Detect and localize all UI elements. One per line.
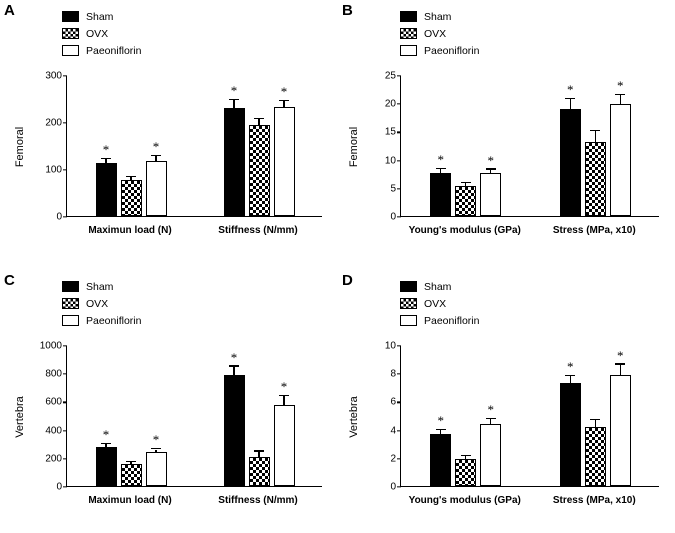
y-tick-mark bbox=[63, 216, 67, 217]
error-bar bbox=[465, 183, 466, 185]
y-tick-label: 10 bbox=[384, 340, 396, 352]
error-bar-cap bbox=[615, 363, 625, 364]
y-tick-mark bbox=[397, 160, 401, 161]
legend-item-sham bbox=[62, 8, 141, 25]
bars-a bbox=[67, 76, 322, 216]
bar bbox=[224, 375, 245, 486]
y-tick-mark bbox=[63, 458, 67, 459]
y-tick-mark bbox=[397, 430, 401, 431]
x-axis-group-label: Stiffness (N/mm) bbox=[218, 225, 298, 236]
error-bar bbox=[283, 396, 284, 405]
legend-label-paeoniflorin: Paeoniflorin bbox=[424, 314, 480, 327]
legend-item-paeoniflorin bbox=[62, 312, 141, 329]
error-bar bbox=[105, 444, 106, 447]
legend-label-ovx: OVX bbox=[86, 27, 109, 40]
bar bbox=[430, 434, 451, 486]
significance-marker: * bbox=[152, 432, 160, 448]
y-tick-label: 8 bbox=[390, 368, 396, 380]
y-tick-label: 1000 bbox=[39, 340, 62, 352]
y-tick-mark bbox=[63, 169, 67, 170]
error-bar bbox=[595, 420, 596, 426]
legend-item-paeoniflorin bbox=[400, 312, 479, 329]
error-bar-cap bbox=[126, 176, 136, 177]
legend-label-sham: Sham bbox=[86, 280, 114, 293]
y-tick-label: 0 bbox=[390, 211, 396, 223]
significance-marker: * bbox=[437, 152, 444, 168]
significance-marker: * bbox=[487, 152, 494, 168]
y-tick-mark bbox=[397, 486, 401, 487]
panel-letter-b: B bbox=[342, 2, 353, 19]
bar bbox=[146, 161, 167, 216]
error-bar bbox=[570, 99, 571, 109]
y-tick-mark bbox=[63, 122, 67, 123]
bar bbox=[249, 125, 270, 216]
legend-a bbox=[62, 8, 141, 59]
plot-area-c bbox=[39, 340, 322, 493]
legend-d bbox=[400, 278, 479, 329]
plot-area-b bbox=[384, 70, 659, 223]
bar bbox=[560, 383, 581, 486]
significance-marker: * bbox=[230, 82, 238, 98]
legend-b bbox=[400, 8, 479, 59]
legend-label-ovx: OVX bbox=[424, 297, 447, 310]
error-bar-cap bbox=[254, 118, 264, 119]
error-bar-cap bbox=[461, 182, 471, 183]
y-tick-mark bbox=[397, 75, 401, 76]
bar bbox=[610, 375, 631, 486]
y-tick-label: 600 bbox=[45, 396, 62, 408]
error-bar bbox=[490, 419, 491, 424]
y-axis-label-b: Femoral bbox=[348, 126, 360, 167]
error-bar-cap bbox=[436, 168, 446, 169]
legend-item-paeoniflorin bbox=[62, 42, 141, 59]
error-bar bbox=[570, 376, 571, 383]
y-tick-mark bbox=[63, 75, 67, 76]
error-bar-cap bbox=[615, 94, 625, 95]
bar bbox=[585, 427, 606, 486]
bar bbox=[146, 452, 167, 486]
legend-label-ovx: OVX bbox=[86, 297, 109, 310]
error-bar-cap bbox=[279, 395, 289, 396]
error-bar bbox=[105, 159, 106, 163]
error-bar-cap bbox=[229, 365, 239, 366]
y-tick-label: 200 bbox=[45, 117, 62, 129]
error-bar-cap bbox=[486, 168, 496, 169]
bar bbox=[96, 163, 117, 216]
bar bbox=[585, 142, 606, 216]
y-tick-label: 300 bbox=[45, 70, 62, 82]
error-bar bbox=[490, 170, 491, 173]
legend-item-sham bbox=[400, 278, 479, 295]
error-bar-cap bbox=[151, 155, 161, 156]
panel-d bbox=[338, 270, 675, 533]
y-tick-label: 200 bbox=[45, 453, 62, 465]
y-axis-label-c: Vertebra bbox=[14, 395, 26, 438]
legend-item-ovx bbox=[400, 295, 479, 312]
error-bar bbox=[440, 430, 441, 434]
plot-area-a bbox=[45, 70, 322, 223]
significance-marker: * bbox=[437, 413, 444, 429]
error-bar-cap bbox=[590, 419, 600, 420]
legend-item-ovx bbox=[62, 295, 141, 312]
error-bar-cap bbox=[229, 99, 239, 100]
error-bar bbox=[595, 131, 596, 141]
bar bbox=[430, 173, 451, 216]
error-bar-cap bbox=[486, 418, 496, 419]
y-tick-label: 100 bbox=[45, 164, 62, 176]
bar bbox=[560, 109, 581, 216]
panel-letter-c: C bbox=[4, 272, 15, 289]
bar bbox=[224, 108, 245, 216]
error-bar-cap bbox=[279, 100, 289, 101]
y-tick-label: 5 bbox=[390, 183, 396, 195]
x-axis-group-label: Young's modulus (GPa) bbox=[408, 225, 521, 236]
error-bar-cap bbox=[590, 130, 600, 131]
legend-swatch-paeoniflorin-icon bbox=[62, 45, 79, 56]
y-tick-mark bbox=[397, 374, 401, 375]
panel-c bbox=[0, 270, 337, 533]
error-bar bbox=[130, 462, 131, 464]
legend-label-paeoniflorin: Paeoniflorin bbox=[86, 314, 142, 327]
error-bar bbox=[440, 169, 441, 173]
panel-a bbox=[0, 0, 337, 263]
y-tick-mark bbox=[63, 430, 67, 431]
bars-b bbox=[401, 76, 659, 216]
y-tick-mark bbox=[397, 345, 401, 346]
y-tick-mark bbox=[397, 402, 401, 403]
legend-item-paeoniflorin bbox=[400, 42, 479, 59]
x-axis-group-label: Maximun load (N) bbox=[88, 225, 172, 236]
bar bbox=[274, 107, 295, 216]
bar bbox=[274, 405, 295, 486]
plot-area-d bbox=[384, 340, 659, 493]
bars-d bbox=[401, 346, 659, 486]
bar bbox=[455, 459, 476, 486]
legend-label-sham: Sham bbox=[424, 280, 452, 293]
error-bar-cap bbox=[126, 461, 136, 462]
error-bar bbox=[258, 452, 259, 457]
error-bar-cap bbox=[101, 443, 111, 444]
error-bar bbox=[233, 367, 234, 376]
x-axis-group-label: Stiffness (N/mm) bbox=[218, 495, 298, 506]
error-bar bbox=[465, 456, 466, 458]
bar bbox=[121, 180, 142, 216]
legend-label-ovx: OVX bbox=[424, 27, 447, 40]
error-bar-cap bbox=[565, 375, 575, 376]
legend-swatch-paeoniflorin-icon bbox=[400, 315, 417, 326]
legend-label-paeoniflorin: Paeoniflorin bbox=[86, 44, 142, 57]
bar bbox=[96, 447, 117, 486]
x-axis-group-label: Young's modulus (GPa) bbox=[408, 495, 521, 506]
legend-swatch-ovx-icon bbox=[400, 28, 417, 39]
error-bar-cap bbox=[101, 158, 111, 159]
significance-marker: * bbox=[102, 427, 110, 443]
significance-marker: * bbox=[617, 78, 624, 94]
error-bar bbox=[130, 177, 131, 180]
error-bar-cap bbox=[151, 448, 161, 449]
y-tick-label: 800 bbox=[45, 368, 62, 380]
x-axis-group-label: Stress (MPa, x10) bbox=[552, 495, 636, 506]
legend-label-sham: Sham bbox=[86, 10, 114, 23]
x-axis-group-label: Maximun load (N) bbox=[88, 495, 172, 506]
significance-marker: * bbox=[487, 402, 494, 418]
error-bar bbox=[620, 95, 621, 104]
y-tick-mark bbox=[63, 345, 67, 346]
legend-swatch-paeoniflorin-icon bbox=[62, 315, 79, 326]
error-bar bbox=[233, 100, 234, 108]
significance-marker: * bbox=[567, 359, 574, 375]
y-tick-label: 0 bbox=[56, 211, 62, 223]
significance-marker: * bbox=[280, 379, 288, 395]
y-tick-label: 10 bbox=[384, 155, 396, 167]
bars-c bbox=[67, 346, 322, 486]
significance-marker: * bbox=[230, 349, 238, 365]
bar bbox=[480, 173, 501, 216]
y-tick-label: 15 bbox=[384, 126, 396, 138]
error-bar bbox=[620, 365, 621, 375]
error-bar bbox=[155, 156, 156, 161]
legend-item-sham bbox=[400, 8, 479, 25]
y-tick-label: 4 bbox=[390, 425, 396, 437]
y-tick-label: 6 bbox=[390, 396, 396, 408]
legend-swatch-sham-icon bbox=[62, 281, 79, 292]
legend-item-sham bbox=[62, 278, 141, 295]
error-bar-cap bbox=[565, 98, 575, 99]
significance-marker: * bbox=[280, 83, 288, 99]
y-tick-mark bbox=[397, 132, 401, 133]
error-bar-cap bbox=[461, 455, 471, 456]
panel-letter-a: A bbox=[4, 2, 15, 19]
legend-swatch-sham-icon bbox=[400, 11, 417, 22]
y-tick-label: 20 bbox=[384, 98, 396, 110]
y-tick-mark bbox=[63, 402, 67, 403]
error-bar bbox=[258, 119, 259, 125]
y-tick-mark bbox=[63, 486, 67, 487]
legend-item-ovx bbox=[62, 25, 141, 42]
legend-swatch-ovx-icon bbox=[400, 298, 417, 309]
legend-label-sham: Sham bbox=[424, 10, 452, 23]
bar bbox=[249, 457, 270, 486]
bar bbox=[480, 424, 501, 486]
y-tick-mark bbox=[397, 216, 401, 217]
y-tick-mark bbox=[397, 188, 401, 189]
y-tick-label: 0 bbox=[390, 481, 396, 493]
legend-c bbox=[62, 278, 141, 329]
significance-marker: * bbox=[617, 347, 624, 363]
panel-b bbox=[338, 0, 675, 263]
significance-marker: * bbox=[152, 139, 160, 155]
significance-marker: * bbox=[567, 82, 574, 98]
y-axis-label-d: Vertebra bbox=[348, 395, 360, 438]
y-tick-mark bbox=[397, 104, 401, 105]
y-tick-mark bbox=[397, 458, 401, 459]
significance-marker: * bbox=[102, 142, 110, 158]
x-axis-group-label: Stress (MPa, x10) bbox=[552, 225, 636, 236]
legend-swatch-ovx-icon bbox=[62, 298, 79, 309]
y-tick-label: 2 bbox=[390, 453, 396, 465]
bar bbox=[610, 104, 631, 216]
y-axis-label-a: Femoral bbox=[14, 126, 26, 167]
error-bar-cap bbox=[254, 450, 264, 451]
y-tick-label: 400 bbox=[45, 425, 62, 437]
legend-swatch-sham-icon bbox=[400, 281, 417, 292]
legend-swatch-ovx-icon bbox=[62, 28, 79, 39]
legend-item-ovx bbox=[400, 25, 479, 42]
panel-letter-d: D bbox=[342, 272, 353, 289]
y-tick-label: 0 bbox=[56, 481, 62, 493]
y-tick-label: 25 bbox=[384, 70, 396, 82]
legend-label-paeoniflorin: Paeoniflorin bbox=[424, 44, 480, 57]
y-tick-mark bbox=[63, 374, 67, 375]
bar bbox=[121, 464, 142, 486]
error-bar bbox=[283, 101, 284, 108]
error-bar-cap bbox=[436, 429, 446, 430]
bar bbox=[455, 186, 476, 216]
legend-swatch-sham-icon bbox=[62, 11, 79, 22]
error-bar bbox=[155, 450, 156, 452]
legend-swatch-paeoniflorin-icon bbox=[400, 45, 417, 56]
